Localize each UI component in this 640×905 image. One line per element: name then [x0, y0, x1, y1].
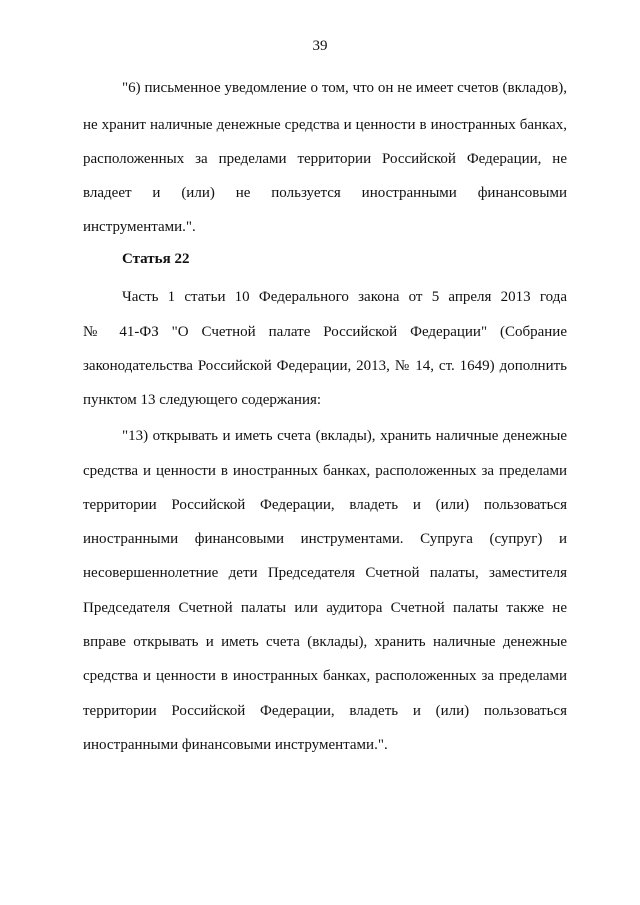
paragraph-2-line: законодательства Российской Федерации, 2013, № 14, ст. 1649) дополнить — [83, 358, 567, 374]
paragraph-2-line: № 41-ФЗ "О Счетной палате Российской Федерации" (Собрание — [83, 324, 567, 340]
paragraph-1-line: расположенных за пределами территории Российской Федерации, не — [83, 151, 567, 167]
paragraph-3-line: территории Российской Федерации, владеть и (или) пользоваться — [83, 497, 567, 513]
paragraph-2-line: Часть 1 статьи 10 Федерального закона от 5 апреля 2013 года — [122, 289, 567, 305]
paragraph-3-line: территории Российской Федерации, владеть и (или) пользоваться — [83, 703, 567, 719]
paragraph-3-line: Председателя Счетной палаты или аудитора Счетной палаты также не — [83, 600, 567, 616]
paragraph-1-line: не хранит наличные денежные средства и ценности в иностранных банках, — [83, 117, 567, 133]
paragraph-3-line: иностранными финансовыми инструментами.". — [83, 737, 388, 753]
paragraph-3-line: иностранными финансовыми инструментами. Супруга (супруг) и — [83, 531, 567, 547]
paragraph-2-line: пунктом 13 следующего содержания: — [83, 392, 322, 408]
page-number: 39 — [312, 38, 328, 54]
paragraph-1-line: владеет и (или) не пользуется иностранными финансовыми — [83, 185, 567, 201]
article-heading: Статья 22 — [122, 251, 190, 267]
paragraph-3-line: средства и ценности в иностранных банках, расположенных за пределами — [83, 668, 567, 684]
paragraph-3-line: несовершеннолетние дети Председателя Счетной палаты, заместителя — [83, 565, 567, 581]
paragraph-1-line: инструментами.". — [83, 219, 196, 235]
paragraph-3-line: вправе открывать и иметь счета (вклады), хранить наличные денежные — [83, 634, 567, 650]
paragraph-3-line: "13) открывать и иметь счета (вклады), хранить наличные денежные — [122, 428, 567, 444]
paragraph-1-line: "6) письменное уведомление о том, что он не имеет счетов (вкладов), — [122, 80, 567, 96]
paragraph-3-line: средства и ценности в иностранных банках, расположенных за пределами — [83, 463, 567, 479]
